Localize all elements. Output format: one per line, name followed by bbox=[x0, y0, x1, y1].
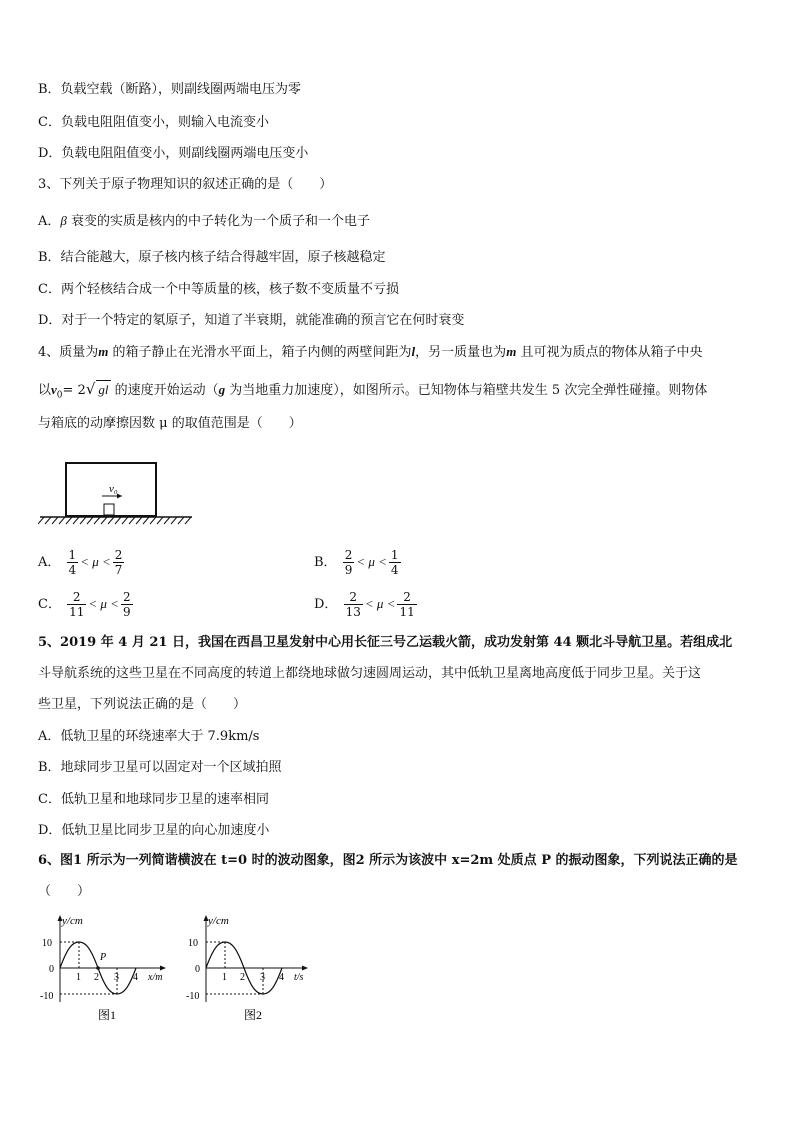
fraction bbox=[343, 548, 355, 577]
denominator: 11 bbox=[69, 605, 85, 619]
hatch-mark bbox=[185, 517, 191, 524]
point-p bbox=[96, 966, 100, 970]
denominator: 9 bbox=[122, 605, 131, 619]
hatch-mark bbox=[101, 517, 107, 524]
hatch-mark bbox=[73, 517, 79, 524]
option-letter: C． bbox=[38, 597, 61, 612]
fig1-caption: 图1 bbox=[98, 1008, 117, 1022]
q4-text: 的速度开始运动（ bbox=[110, 383, 219, 398]
tick-x-1: 1 bbox=[76, 972, 81, 983]
gravity-symbol: g bbox=[218, 382, 226, 397]
fraction bbox=[397, 590, 416, 619]
numerator: 2 bbox=[67, 590, 86, 605]
option-letter: A． bbox=[38, 555, 61, 570]
q3-option-d: D．对于一个特定的氡原子，知道了半衰期，就能准确的预言它在何时衰变 bbox=[38, 313, 465, 328]
hatch-mark bbox=[136, 517, 142, 524]
fig2-caption: 图2 bbox=[244, 1008, 263, 1022]
fraction bbox=[121, 590, 133, 619]
hatch-mark bbox=[129, 517, 135, 524]
hatch-mark bbox=[122, 517, 128, 524]
q4-line-1 bbox=[38, 343, 702, 362]
mu-inequality: < μ < bbox=[80, 554, 111, 569]
fig2-ylabel: y/cm bbox=[208, 915, 229, 927]
fraction bbox=[389, 548, 401, 577]
beta-symbol: β bbox=[60, 213, 67, 228]
hatch-mark bbox=[171, 517, 177, 524]
tick-y-0: 0 bbox=[49, 964, 54, 975]
tick-x-2: 2 bbox=[94, 972, 99, 983]
q3-stem: 3、下列关于原子物理知识的叙述正确的是（ ） bbox=[38, 177, 333, 192]
tick-x-4: 4 bbox=[133, 972, 138, 983]
hatch-mark bbox=[66, 517, 72, 524]
q5-line-1: 5、2019 年 4 月 21 日，我国在西昌卫星发射中心用长征三号乙运载火箭，成功发射第 44 颗北斗导航卫星。若组成北 bbox=[38, 635, 733, 650]
tick-x-4: 4 bbox=[279, 972, 284, 983]
tick-x-3: 3 bbox=[260, 972, 265, 983]
q4-option-b bbox=[314, 548, 403, 577]
mass-symbol: m bbox=[506, 344, 517, 359]
x-axis-arrow-icon bbox=[160, 966, 166, 971]
numerator: 1 bbox=[390, 548, 399, 562]
q3-option-a-text: 衰变的实质是核内的中子转化为一个质子和一个电子 bbox=[66, 214, 371, 229]
tick-x-1: 1 bbox=[222, 972, 227, 983]
numerator: 1 bbox=[68, 548, 77, 562]
hatch-mark bbox=[157, 517, 163, 524]
box-diagram bbox=[38, 458, 198, 528]
point-p-label: P bbox=[100, 952, 107, 963]
q4-text: 为当地重力加速度），如图所示。已知物体与箱壁共发生 5 次完全弹性碰撞。则物体 bbox=[225, 383, 708, 398]
mass-symbol: m bbox=[98, 344, 109, 359]
hatch-mark bbox=[94, 517, 100, 524]
q4-text: ，另一质量也为 bbox=[415, 345, 507, 360]
q3-option-a-letter: A． bbox=[38, 214, 61, 229]
tick-x-3: 3 bbox=[114, 972, 119, 983]
tick-y-neg10: -10 bbox=[40, 991, 54, 1002]
q2-option-b: B．负载空载（断路），则副线圈两端电压为零 bbox=[38, 82, 302, 97]
vibration-graph-fig2 bbox=[182, 912, 322, 1030]
hatch-mark bbox=[164, 517, 170, 524]
x-axis-arrow-icon bbox=[302, 966, 308, 971]
q3-option-c: C．两个轻核结合成一个中等质量的核，核子数不变质量不亏损 bbox=[38, 282, 399, 297]
arrow-head-icon bbox=[117, 494, 122, 499]
numerator: 2 bbox=[397, 590, 416, 605]
hatch-mark bbox=[45, 517, 51, 524]
q5-option-a: A．低轨卫星的环绕速率大于 7.9km/s bbox=[38, 729, 260, 744]
denominator: 4 bbox=[390, 563, 399, 577]
mu-inequality: < μ < bbox=[88, 596, 119, 611]
q5-line-3: 些卫星，下列说法正确的是（ ） bbox=[38, 697, 247, 712]
fig2-xlabel: t/s bbox=[294, 972, 304, 983]
mu-inequality: < μ < bbox=[356, 554, 387, 569]
q4-option-a bbox=[38, 548, 126, 577]
hatch-mark bbox=[150, 517, 156, 524]
mu-inequality: < μ < bbox=[364, 596, 396, 611]
denominator: 11 bbox=[399, 605, 415, 619]
q5-option-c: C．低轨卫星和地球同步卫星的速率相同 bbox=[38, 792, 269, 807]
q5-line-2: 斗导航系统的这些卫星在不同高度的转道上都绕地球做匀速圆周运动，其中低轨卫星离地高度低于同步卫星。关于这 bbox=[38, 666, 702, 681]
q4-text: 4、质量为 bbox=[38, 345, 99, 360]
velocity-label: v₀ bbox=[109, 483, 118, 495]
q4-text: 以 bbox=[38, 383, 52, 398]
option-letter: B． bbox=[314, 555, 337, 570]
hatch-mark bbox=[87, 517, 93, 524]
tick-x-2: 2 bbox=[240, 972, 245, 983]
sqrt-icon: √ bbox=[85, 380, 96, 398]
hatch-mark bbox=[178, 517, 184, 524]
q4-text: = 2 bbox=[62, 383, 86, 398]
denominator: 4 bbox=[68, 563, 77, 577]
q3-option-a bbox=[38, 212, 370, 231]
hatch-mark bbox=[80, 517, 86, 524]
denominator: 9 bbox=[344, 563, 353, 577]
q5-option-b: B．地球同步卫星可以固定对一个区域拍照 bbox=[38, 760, 282, 775]
q4-option-c bbox=[38, 590, 135, 619]
tick-y-10: 10 bbox=[188, 938, 198, 949]
q4-text: 的箱子静止在光滑水平面上，箱子内侧的两壁间距为 bbox=[108, 345, 412, 360]
numerator: 2 bbox=[344, 548, 353, 562]
ground-hatching bbox=[38, 517, 191, 524]
tick-y-10: 10 bbox=[42, 938, 52, 949]
small-block bbox=[104, 504, 114, 515]
denominator: 13 bbox=[345, 605, 361, 619]
numerator: 2 bbox=[344, 590, 363, 605]
velocity-symbol: v bbox=[51, 382, 57, 397]
fraction bbox=[67, 548, 79, 577]
q2-option-d: D．负载电阻阻值变小，则副线圈两端电压变小 bbox=[38, 146, 309, 161]
q4-line-3: 与箱底的动摩擦因数 μ 的取值范围是（ ） bbox=[38, 416, 302, 431]
q3-option-b: B．结合能越大，原子核内核子结合得越牢固，原子核越稳定 bbox=[38, 250, 386, 265]
tick-y-neg10: -10 bbox=[186, 991, 200, 1002]
fig1-xlabel: x/m bbox=[148, 972, 163, 983]
q6-line-1: 6、图1 所示为一列简谐横波在 t=0 时的波动图象，图2 所示为该波中 x=2m 处质点 P 的振动图象，下列说法正确的是 bbox=[38, 853, 738, 868]
q2-option-c: C．负载电阻阻值变小，则输入电流变小 bbox=[38, 115, 269, 130]
sqrt-content: gl bbox=[98, 382, 109, 397]
velocity-subscript: 0 bbox=[56, 390, 63, 401]
fig1-ylabel: y/cm bbox=[62, 915, 83, 927]
q4-option-d bbox=[314, 590, 419, 619]
hatch-mark bbox=[108, 517, 114, 524]
fraction bbox=[67, 590, 86, 619]
q4-line-2 bbox=[38, 380, 707, 405]
hatch-mark bbox=[59, 517, 65, 524]
fraction bbox=[113, 548, 125, 577]
q6-line-2: （ ） bbox=[38, 884, 91, 899]
hatch-mark bbox=[143, 517, 149, 524]
q4-text: 且可视为质点的物体从箱子中央 bbox=[516, 345, 703, 360]
numerator: 2 bbox=[122, 590, 131, 604]
hatch-mark bbox=[52, 517, 58, 524]
numerator: 2 bbox=[114, 548, 123, 562]
fraction bbox=[344, 590, 363, 619]
denominator: 7 bbox=[114, 563, 123, 577]
option-letter: D． bbox=[314, 597, 338, 612]
hatch-mark bbox=[115, 517, 121, 524]
length-symbol: l bbox=[411, 344, 416, 359]
wave-graph-fig1 bbox=[36, 912, 176, 1030]
tick-y-0: 0 bbox=[195, 964, 200, 975]
q5-option-d: D．低轨卫星比同步卫星的向心加速度小 bbox=[38, 823, 270, 838]
hatch-mark bbox=[38, 517, 44, 524]
